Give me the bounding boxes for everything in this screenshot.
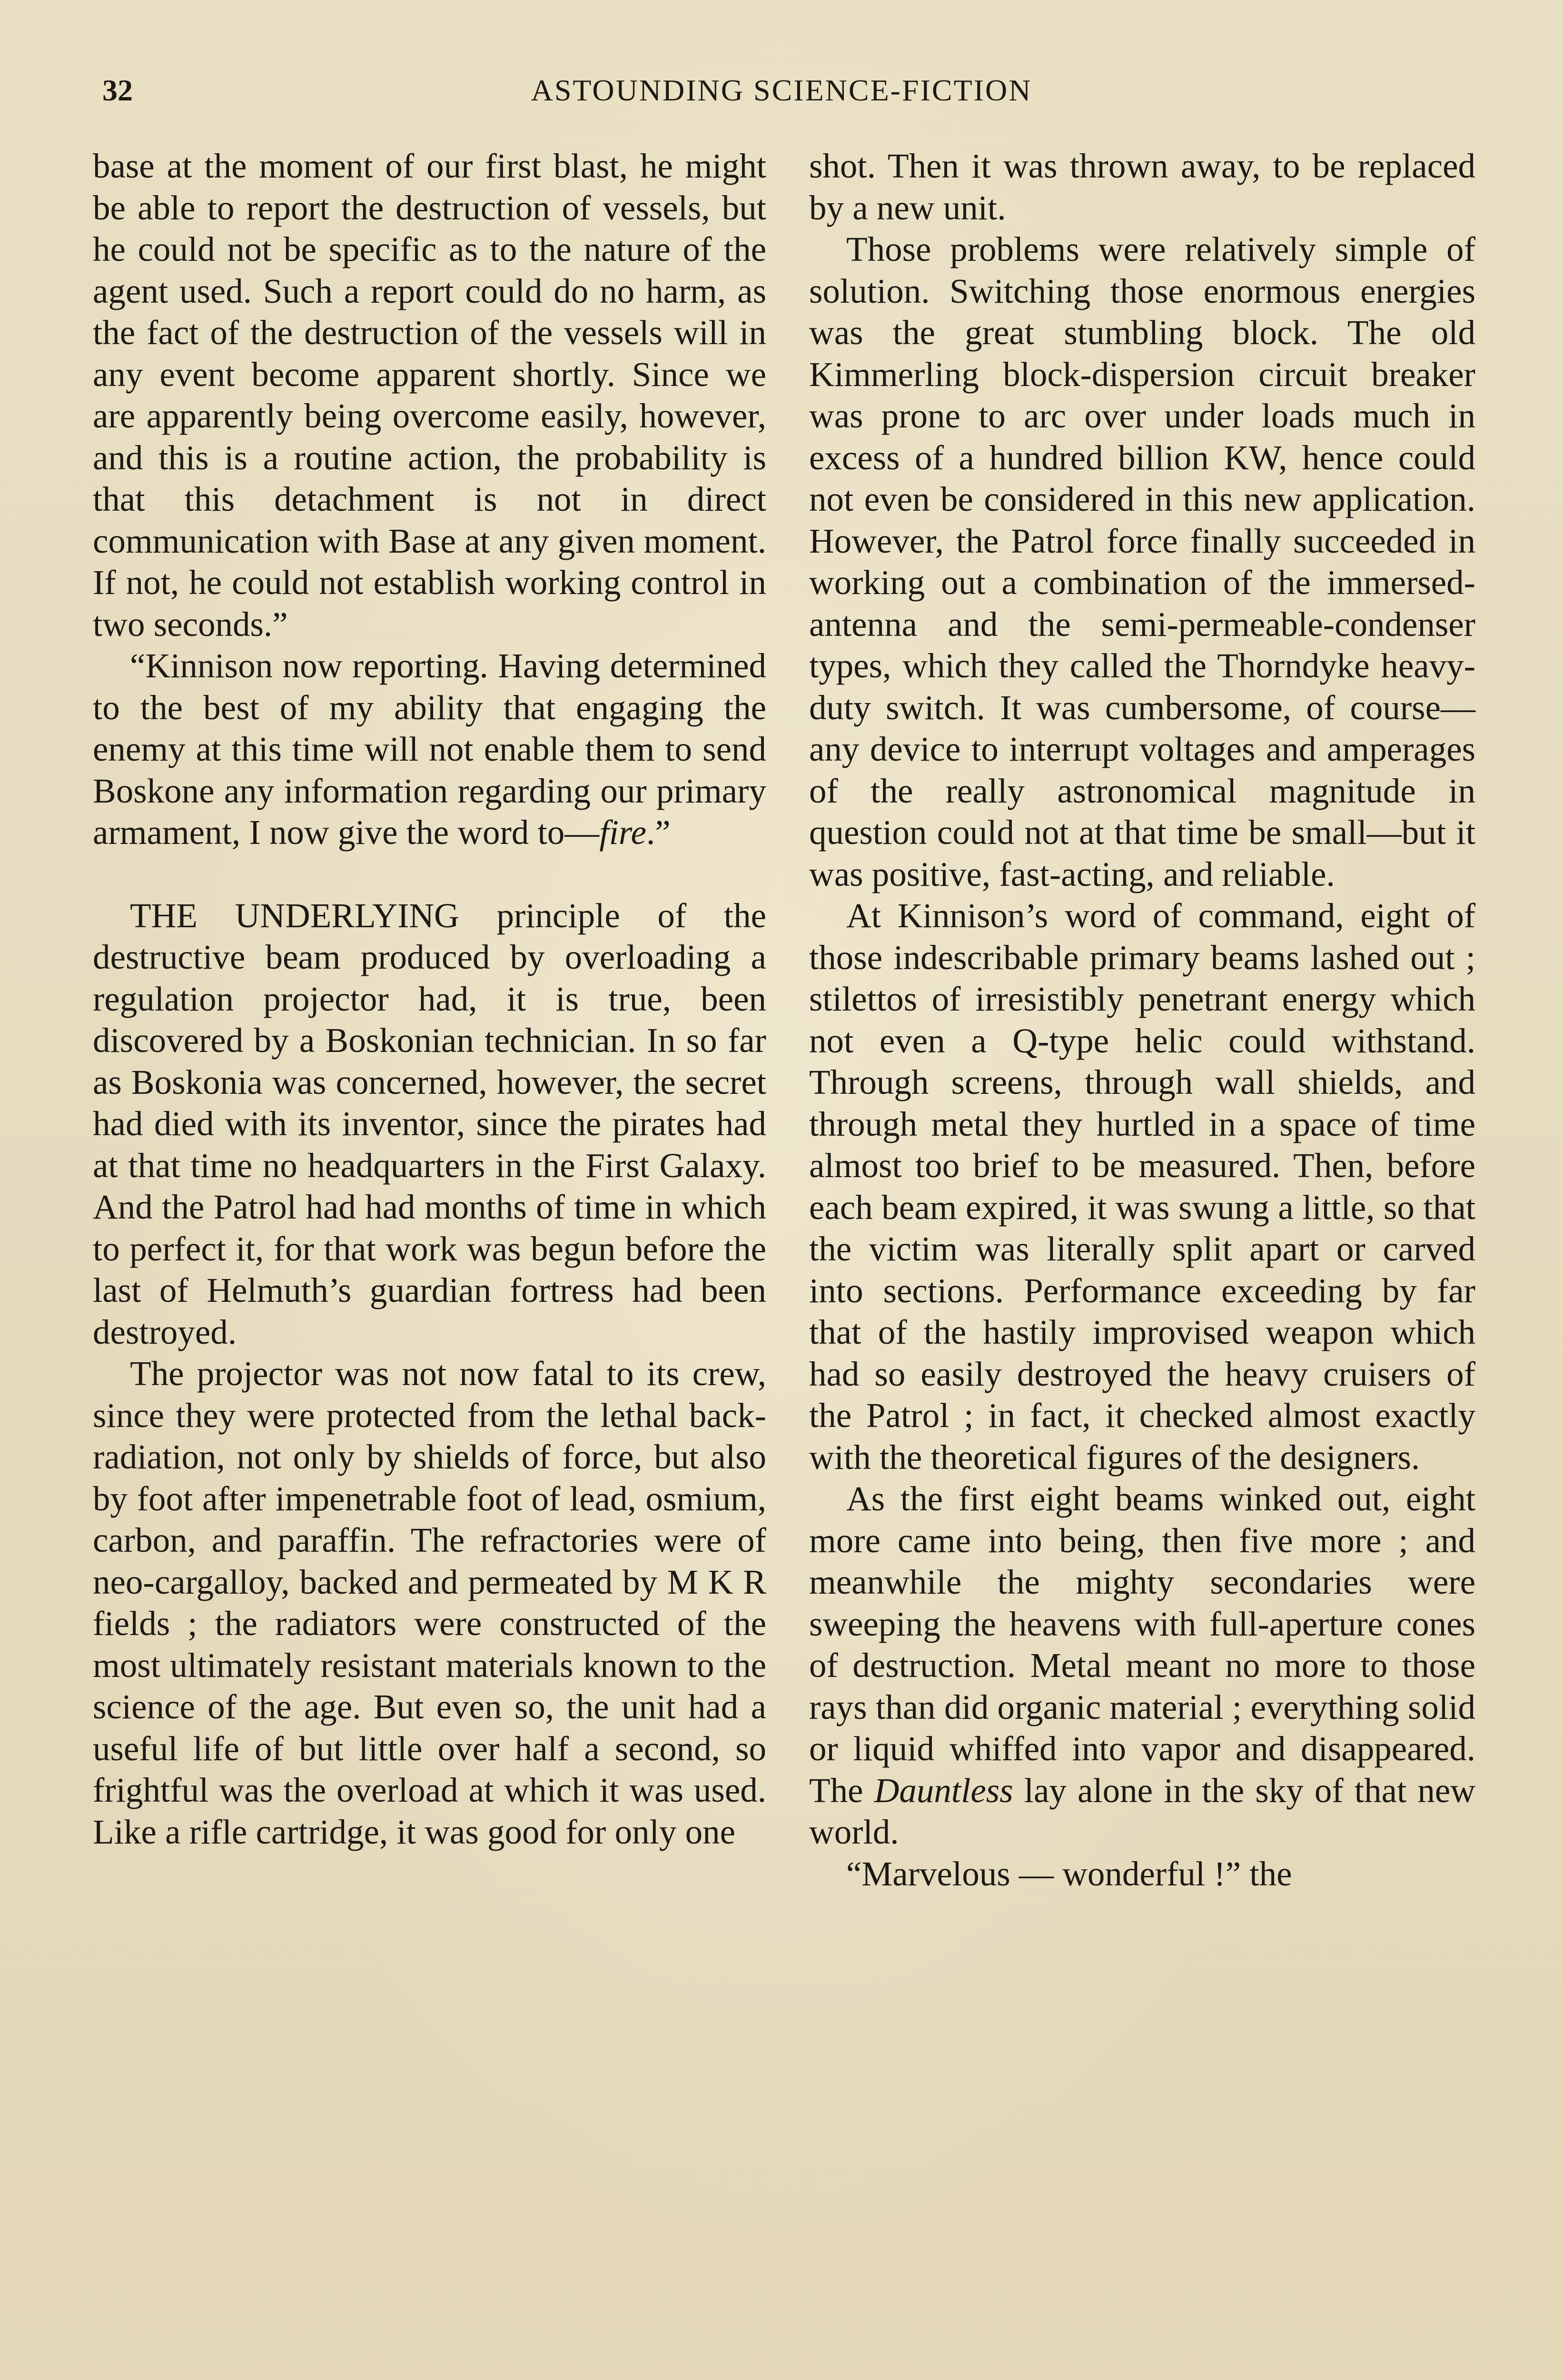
page-header <box>0 71 1563 109</box>
paragraph <box>809 1478 1475 1853</box>
paragraph: Those problems were relatively simple of solution. Switching those enormous energies was the great stumbling block. The old Kimmerling block-dispersion circuit breaker was prone to arc over under loads much in excess of a hundred billion KW, hence could not even be considered in this new application. However, the Patrol force finally succeeded in working out a combination of the immersed-antenna and the semi-permeable-condenser types, which they called the Thorndyke heavy-duty switch. It was cumbersome, of course—any device to interrupt voltages and amperages of the really astronomical magnitude in question could not at that time be small—but it was positive, fast-acting, and reliable. <box>809 230 1475 893</box>
page-number: 32 <box>102 73 133 107</box>
emphasized-word: fire <box>599 813 646 852</box>
section-start-paragraph: THE UNDERLYING principle of the destructive beam produced by overloading a regulation projector had, it is true, been discovered by a Boskonian technician. In so far as Boskonia was concerned, however, the secret had died with its inventor, since the pirates had at that time no headquarters in the First Galaxy. And the Patrol had had months of time in which to perfect it, for that work was begun before the last of Helmuth’s guardian fortress had been destroyed. <box>93 896 766 1351</box>
paragraph-text: .” <box>646 813 671 852</box>
paragraph: shot. Then it was thrown away, to be replaced by a new unit. <box>809 147 1475 227</box>
paragraph: base at the moment of our first blast, he might be able to report the destruction of vessels, but he could not be specific as to the nature of the agent used. Such a report could do no harm, as the fact of the destruction of the vessels will in any event become apparent shortly. Since we are apparently being overcome easily, however, and this is a routine action, the probability is that this detachment is not in direct communication with Base at any given moment. If not, he could not establish working control in two seconds.” <box>93 147 766 644</box>
right-column <box>809 145 1475 1894</box>
paragraph-text: “Kinnison now reporting. Having determined to the best of my ability that engaging the enemy at this time will not enable them to send Boskone any information regarding our primary armament, I now give the word to— <box>93 646 766 852</box>
running-title: ASTOUNDING SCIENCE-FICTION <box>531 73 1032 107</box>
paragraph: The projector was not now fatal to its crew, since they were protected from the lethal back-radiation, not only by shields of force, but also by foot after impenetrable foot of lead, osmium, carbon, and paraffin. The refractories were of neo-cargalloy, backed and permeated by M K R fields ; the radiators were constructed of the most ultimately resistant materials known to the science of the age. But even so, the unit had a useful life of but little over half a second, so frightful was the overload at which it was used. Like a rifle cartridge, it was good for only one <box>93 1354 766 1851</box>
paragraph <box>93 645 766 853</box>
paragraph: “Marvelous — wonderful !” the <box>846 1854 1292 1893</box>
paragraph-text: lay alone in the sky of that new world. <box>809 1771 1475 1851</box>
paragraph: At Kinnison’s word of command, eight of those indescribable primary beams lashed out ; stilettos of irresistibly penetrant energy which not even a Q-type helic could withstand. Through screens, through wall shields, and through metal they hurtled in a space of time almost too brief to be measured. Then, before each beam expired, it was swung a little, so that the victim was literally split apart or carved into sections. Performance exceeding by far that of the hastily improvised weapon which had so easily destroyed the heavy cruisers of the Patrol ; in fact, it checked almost exactly with the theoretical figures of the designers. <box>809 896 1475 1477</box>
emphasized-word: Dauntless <box>874 1771 1013 1810</box>
paragraph-text: As the first eight beams winked out, eight more came into being, then five more ; and meanwhile the mighty secondaries were sweeping the heavens with full-aperture cones of destruction. Metal meant no more to those rays than did organic material ; everything solid or liquid whiffed into vapor and disappeared. The <box>809 1479 1475 1810</box>
left-column <box>93 145 766 1853</box>
